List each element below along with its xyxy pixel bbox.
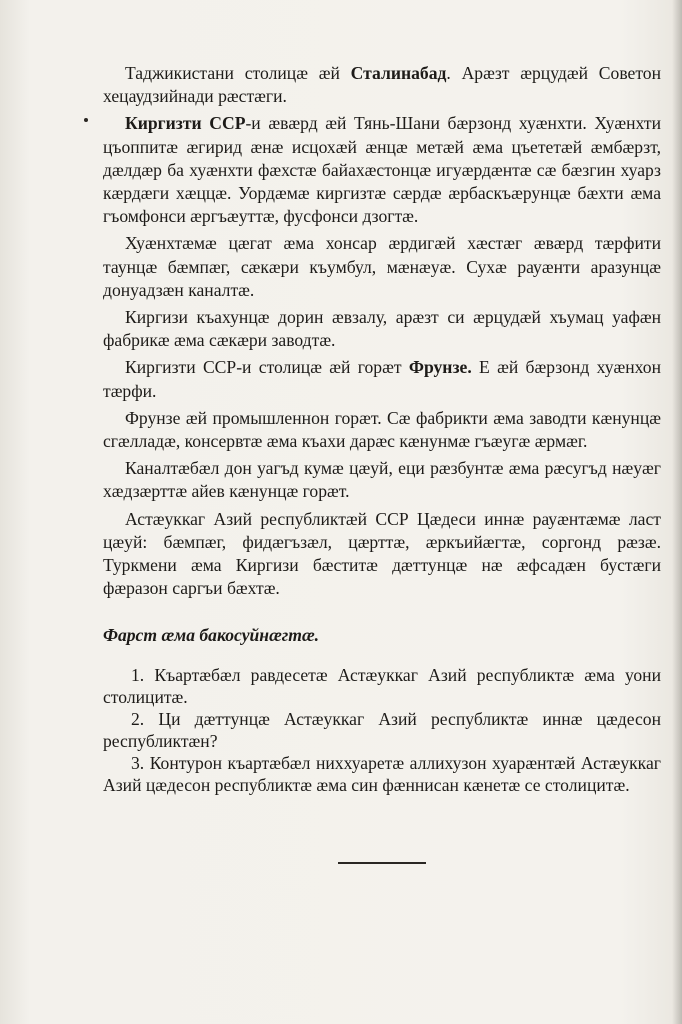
paragraph-text-run: Таджикистани столицæ æй	[125, 63, 351, 83]
question-item: 2. Ци дæттунцæ Астæуккаг Азий республиктæ иннæ цæдесон республиктæн?	[103, 708, 661, 751]
question-item: 3. Контурон къартæбæл ниххуаретæ аллихузон хуарæнтæй Астæуккаг Азий цæдесон республиктæ æма син фæннисан кæнетæ се столицитæ.	[103, 752, 661, 795]
paragraph-kirgiz-intro	[103, 112, 661, 228]
paragraph-text-run: Киргизи къахунцæ дорин æвзалу, арæзт си æрцудæй хъумац уафæн фабрикæ æма сæкæри заводтæ.	[103, 307, 661, 351]
paragraph-text-run: Астæуккаг Азий республиктæй ССР Цæдеси иннæ рауæнтæмæ ласт цæуй: бæмпæг, фидæгъзæл, цæрттæ, æркъийæгтæ, соргонд рæзæ. Туркмени æма Киргизи бæститæ дæттунцæ нæ æфсадæн бустæги фæразон саргъи бæхтæ.	[103, 508, 661, 599]
page-spine-shadow	[672, 0, 682, 1024]
paragraph-capital	[103, 356, 661, 402]
paragraph-fields	[103, 232, 661, 302]
question-list	[103, 664, 661, 796]
paragraph-text-run: Хуæнхтæмæ цæгат æма хонсар æрдигæй хæстæг æвæрд тæрфити таунцæ бæмпæг, сæкæри къумбул, мæнæуæ. Сухæ рауæнти аразунцæ донуадзæн каналтæ.	[103, 233, 661, 300]
paragraph-text-run: Е æй бæрзонд хуæнхон тæрфи.	[103, 357, 661, 401]
questions-heading: Фарст æма бакосуйнæгтæ.	[103, 625, 320, 646]
page-text	[103, 62, 661, 796]
paragraph-summary	[103, 508, 661, 601]
paragraph-text-run: Киргизти ССР	[125, 113, 246, 134]
end-rule	[338, 862, 426, 864]
paragraph-canals	[103, 457, 661, 503]
paragraph-industry	[103, 306, 661, 352]
paragraph-text-run: . Арæзт æрцудæй Советон хецаудзийнади рæстæги.	[103, 63, 661, 107]
paragraph-text-run: Каналтæбæл дон уагъд кумæ цæуй, еци рæзбунтæ æма рæсугъд нæуæг хæдзæрттæ айев кæнунцæ горæт.	[103, 458, 661, 502]
question-item: 1. Къартæбæл равдесетæ Астæуккаг Азий республиктæ æма уони столицитæ.	[103, 664, 661, 707]
paragraph-frunze	[103, 407, 661, 453]
paragraph-tajik	[103, 62, 661, 108]
paragraph-text-run: Сталинабад	[350, 63, 447, 83]
paragraph-text-run: Киргизти ССР-и столицæ æй горæт	[125, 357, 409, 378]
margin-dot	[84, 118, 88, 122]
paragraph-text-run: Фрунзе æй промышленнон горæт. Сæ фабрикти æма заводти кæнунцæ сгæлладæ, консервтæ æма къахи дарæс кæнунмæ гъæугæ æрмæг.	[103, 407, 661, 452]
paragraph-text-run: Фрунзе.	[408, 357, 472, 378]
paragraph-text-run: -и æвæрд æй Тянь-Шани бæрзонд хуæнхти. Хуæнхти цъоппитæ æгирид æнæ исцохæй æнцæ метæй æма цъететæй æмбæрзт, дæлдæр ба хуæнхти фæхстæ байахæстонцæ игуæрдæнтæ сæ бæзгин хуарз кæрдæги хæццæ. Уордæмæ киргизтæ сæрдæ æрбаскъæрунцæ бæхти æма гъомфонси æргъæуттæ, фусфонси дзогтæ.	[103, 113, 661, 227]
paragraph-list	[103, 62, 661, 600]
